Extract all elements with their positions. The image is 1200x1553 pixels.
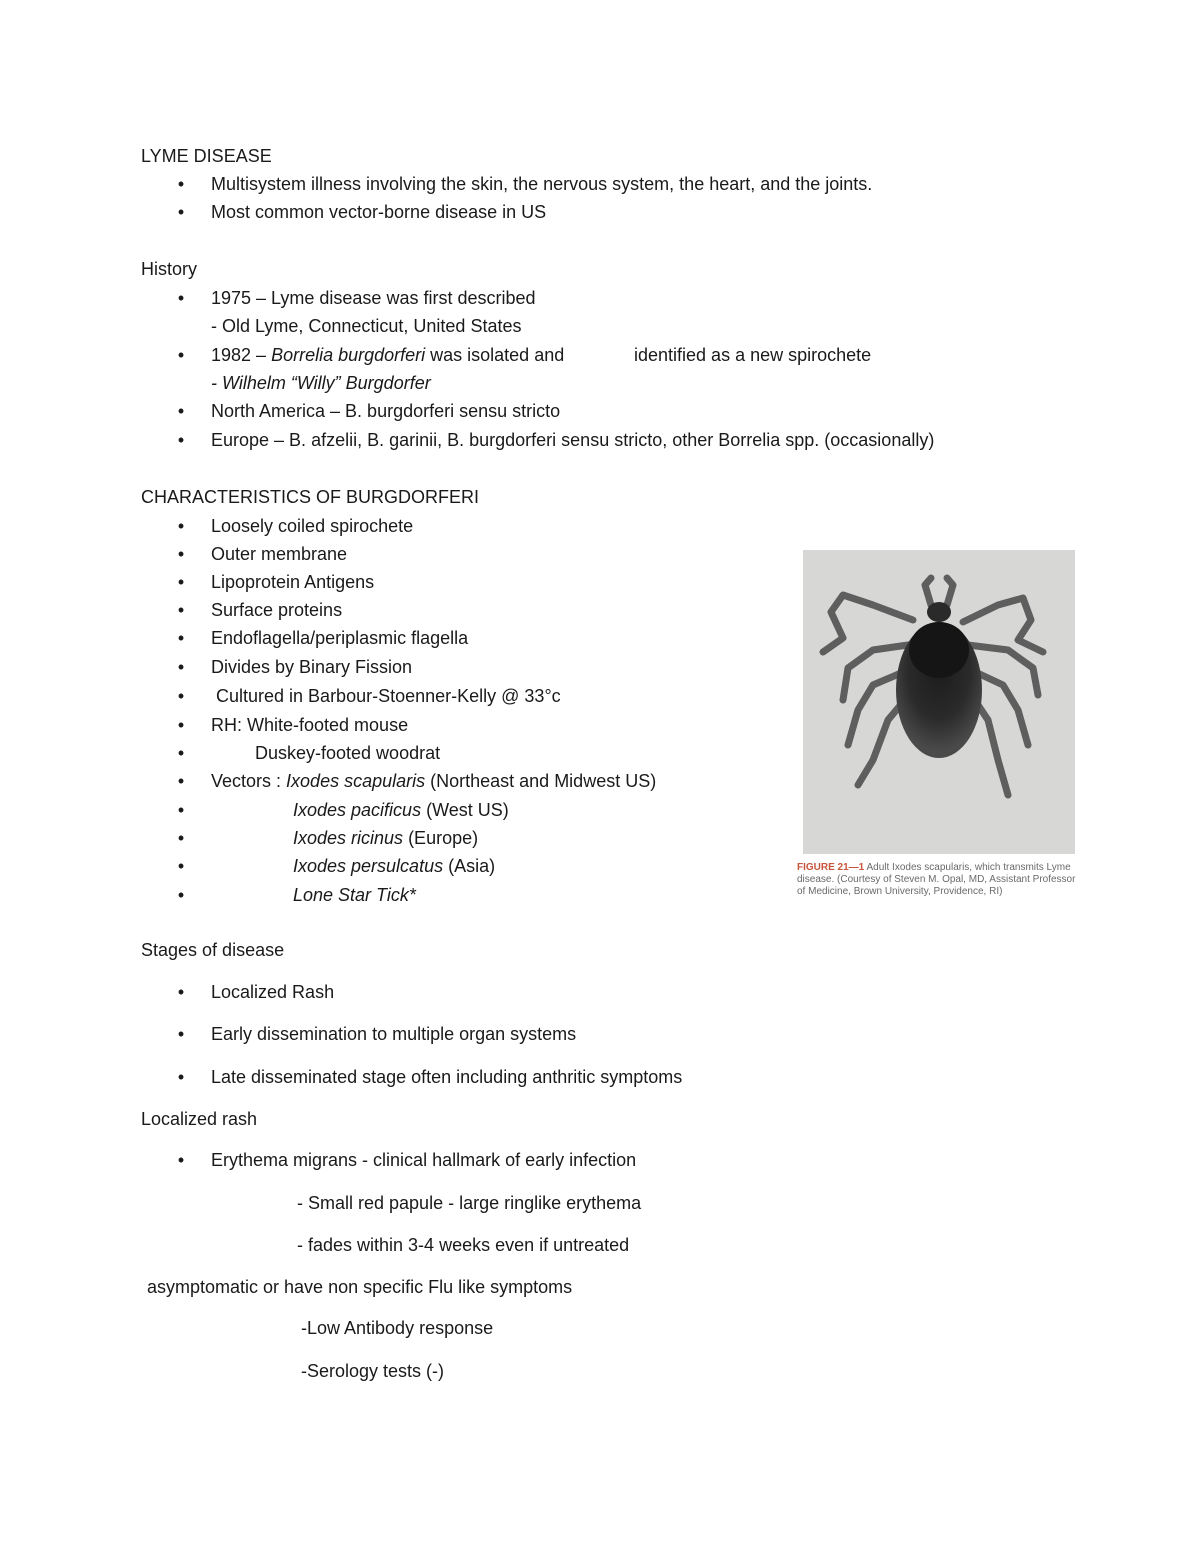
characteristic-item: Surface proteins [211, 600, 343, 620]
characteristic-item: Duskey-footed woodrat [255, 743, 441, 763]
characteristic-item: Outer membrane [211, 544, 348, 564]
bullet-icon [176, 173, 186, 195]
bullet-icon [176, 685, 186, 707]
document-title: LYME DISEASE [141, 146, 272, 166]
bullet-icon [176, 1149, 186, 1171]
figure-caption: FIGURE 21—1 Adult Ixodes scapularis, which transmits Lyme disease. (Courtesy of Steven M. Opal, MD, Assistant Professor of Medicine, Brown University, Providence, RI) [797, 862, 1076, 897]
history-heading: History [141, 259, 198, 279]
stage-item: Localized Rash [211, 982, 335, 1002]
characteristic-item: Cultured in Barbour-Stoenner-Kelly @ 33°c [211, 686, 561, 706]
localized-rash-heading: Localized rash [141, 1109, 258, 1129]
rash-item: Erythema migrans - clinical hallmark of early infection [211, 1150, 637, 1170]
history-1975: 1975 – Lyme disease was first described [211, 288, 536, 308]
bullet-icon [176, 799, 186, 821]
asymptomatic-subitem: -Serology tests (-) [301, 1361, 445, 1381]
bullet-icon [176, 714, 186, 736]
characteristic-item: Loosely coiled spirochete [211, 516, 414, 536]
stage-item: Late disseminated stage often including anthritic symptoms [211, 1067, 683, 1087]
intro-item: Multisystem illness involving the skin, the nervous system, the heart, and the joints. [211, 174, 873, 194]
characteristic-item: Lipoprotein Antigens [211, 572, 375, 592]
bullet-icon [176, 1066, 186, 1088]
bullet-icon [176, 981, 186, 1003]
history-1982: 1982 – Borrelia burgdorferi was isolated and [211, 345, 565, 365]
bullet-icon [176, 1023, 186, 1045]
bullet-icon [176, 770, 186, 792]
vector-item: Ixodes ricinus (Europe) [293, 828, 479, 848]
tick-illustration [803, 550, 1075, 854]
asymptomatic-subitem: -Low Antibody response [301, 1318, 494, 1338]
history-europe: Europe – B. afzelii, B. garinii, B. burgdorferi sensu stricto, other Borrelia spp. (occasionally) [211, 430, 935, 450]
bullet-icon [176, 344, 186, 366]
bullet-icon [176, 287, 186, 309]
characteristics-heading: CHARACTERISTICS OF BURGDORFERI [141, 487, 480, 507]
bullet-icon [176, 400, 186, 422]
bullet-icon [176, 884, 186, 906]
intro-item: Most common vector-borne disease in US [211, 202, 547, 222]
asymptomatic-line: asymptomatic or have non specific Flu like symptoms [147, 1277, 573, 1297]
bullet-icon [176, 571, 186, 593]
bullet-icon [176, 627, 186, 649]
bullet-icon [176, 599, 186, 621]
tick-figure-image [803, 550, 1075, 854]
characteristic-item: RH: White-footed mouse [211, 715, 409, 735]
vector-item: Ixodes pacificus (West US) [293, 800, 509, 820]
rash-subitem: - Small red papule - large ringlike erythema [297, 1193, 642, 1213]
characteristic-item: Divides by Binary Fission [211, 657, 413, 677]
bullet-icon [176, 201, 186, 223]
stages-heading: Stages of disease [141, 940, 285, 960]
bullet-icon [176, 515, 186, 537]
vector-item: Vectors : Ixodes scapularis (Northeast and Midwest US) [211, 771, 657, 791]
bullet-icon [176, 429, 186, 451]
history-1982-person: - Wilhelm “Willy” Burgdorfer [211, 373, 431, 393]
history-1982-tail: identified as a new spirochete [634, 345, 872, 365]
stage-item: Early dissemination to multiple organ systems [211, 1024, 577, 1044]
characteristic-item: Endoflagella/periplasmic flagella [211, 628, 469, 648]
bullet-icon [176, 827, 186, 849]
vector-item: Ixodes persulcatus (Asia) [293, 856, 496, 876]
bullet-icon [176, 543, 186, 565]
rash-subitem: - fades within 3-4 weeks even if untreated [297, 1235, 630, 1255]
vector-item: Lone Star Tick* [293, 885, 416, 905]
bullet-icon [176, 855, 186, 877]
history-north-america: North America – B. burgdorferi sensu stricto [211, 401, 561, 421]
bullet-icon [176, 656, 186, 678]
bullet-icon [176, 742, 186, 764]
history-1975-place: - Old Lyme, Connecticut, United States [211, 316, 522, 336]
